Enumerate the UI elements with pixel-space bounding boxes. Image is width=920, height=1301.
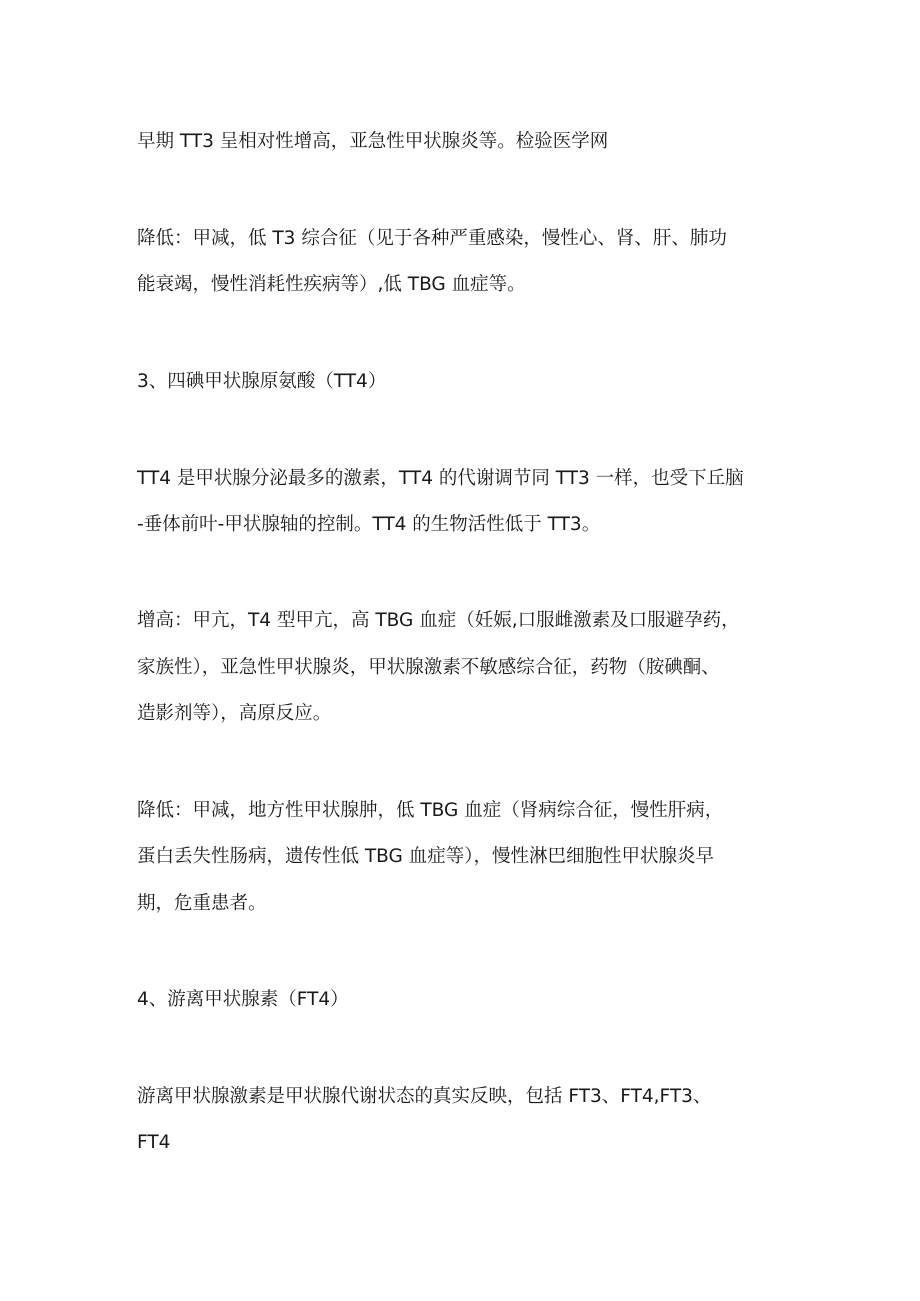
paragraph-tt3-decrease-line1: 降低：甲减，低 T3 综合征（见于各种严重感染，慢性心、肾、肝、肺功 bbox=[137, 228, 727, 249]
paragraph-tt4-increase-line1: 增高：甲亢，T4 型甲亢，高 TBG 血症（妊娠,口服雌激素及口服避孕药， bbox=[137, 610, 740, 631]
paragraph-free-hormone-line1: 游离甲状腺激素是甲状腺代谢状态的真实反映，包括 FT3、FT4,FT3、 bbox=[137, 1086, 712, 1107]
paragraph-tt4-intro-line1: TT4 是甲状腺分泌最多的激素，TT4 的代谢调节同 TT3 一样，也受下丘脑 bbox=[137, 468, 744, 489]
paragraph-tt4-decrease-line1: 降低：甲减，地方性甲状腺肿，低 TBG 血症（肾病综合征，慢性肝病， bbox=[137, 800, 724, 821]
paragraph-tt4-intro-line2: -垂体前叶-甲状腺轴的控制。TT4 的生物活性低于 TT3。 bbox=[137, 514, 601, 535]
paragraph-tt4-decrease-line2: 蛋白丢失性肠病，遗传性低 TBG 血症等），慢性淋巴细胞性甲状腺炎早 bbox=[137, 846, 715, 867]
section-heading-tt4: 3、四碘甲状腺原氨酸（TT4） bbox=[137, 371, 387, 392]
paragraph-tt4-decrease-line3: 期，危重患者。 bbox=[137, 893, 267, 914]
paragraph-tt4-increase-line3: 造影剂等），高原反应。 bbox=[137, 703, 332, 724]
paragraph-free-hormone-line2: FT4 bbox=[137, 1132, 171, 1153]
paragraph-tt3-increase-end: 早期 TT3 呈相对性增高，亚急性甲状腺炎等。检验医学网 bbox=[137, 131, 609, 152]
section-heading-ft4: 4、游离甲状腺素（FT4） bbox=[137, 989, 349, 1010]
paragraph-tt4-increase-line2: 家族性），亚急性甲状腺炎，甲状腺激素不敏感综合征，药物（胺碘酮、 bbox=[137, 657, 720, 678]
paragraph-tt3-decrease-line2: 能衰竭，慢性消耗性疾病等）,低 TBG 血症等。 bbox=[137, 274, 526, 295]
